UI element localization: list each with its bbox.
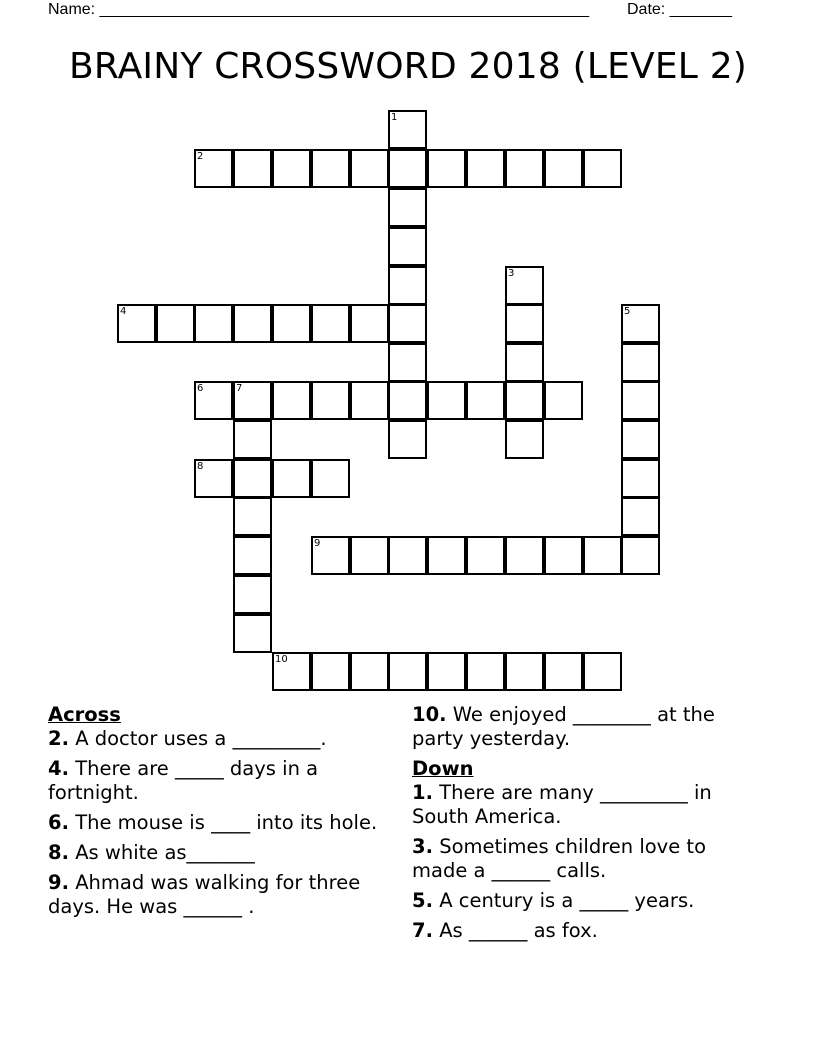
grid-cell bbox=[583, 652, 622, 691]
grid-cell bbox=[621, 459, 660, 498]
clue-number: 3. bbox=[412, 835, 433, 858]
grid-cell bbox=[311, 459, 350, 498]
page-title: BRAINY CROSSWORD 2018 (LEVEL 2) bbox=[68, 46, 748, 87]
grid-cell bbox=[505, 652, 544, 691]
grid-cell bbox=[505, 149, 544, 188]
grid-cell bbox=[466, 381, 505, 420]
clue-down-3 bbox=[412, 835, 752, 883]
grid-cell bbox=[544, 652, 583, 691]
clue-number: 7. bbox=[412, 919, 433, 942]
grid-cell bbox=[156, 304, 195, 343]
clue-number: 8. bbox=[48, 841, 69, 864]
grid-cell bbox=[544, 536, 583, 575]
grid-cell bbox=[388, 149, 427, 188]
cell-number: 2 bbox=[197, 151, 204, 162]
grid-cell bbox=[505, 420, 544, 459]
grid-cell bbox=[388, 381, 427, 420]
grid-cell bbox=[466, 149, 505, 188]
clue-number: 5. bbox=[412, 889, 433, 912]
grid-cell bbox=[583, 536, 622, 575]
grid-cell bbox=[272, 149, 311, 188]
clue-text: Sometimes children love to made a ______ calls. bbox=[412, 835, 706, 882]
clues-left-column bbox=[48, 703, 378, 925]
clue-across-10 bbox=[412, 703, 752, 751]
clue-number: 6. bbox=[48, 811, 69, 834]
grid-cell bbox=[505, 304, 544, 343]
grid-cell bbox=[272, 381, 311, 420]
grid-cell bbox=[621, 536, 660, 575]
grid-cell bbox=[621, 497, 660, 536]
clue-number: 1. bbox=[412, 781, 433, 804]
grid-cell bbox=[544, 381, 583, 420]
grid-cell bbox=[194, 459, 233, 498]
clue-across-4 bbox=[48, 757, 378, 805]
grid-cell bbox=[583, 149, 622, 188]
cell-number: 5 bbox=[624, 306, 631, 317]
grid-cell bbox=[350, 149, 389, 188]
cell-number: 9 bbox=[314, 538, 321, 549]
grid-cell bbox=[427, 652, 466, 691]
grid-cell bbox=[621, 304, 660, 343]
grid-cell bbox=[621, 381, 660, 420]
grid-cell bbox=[311, 381, 350, 420]
grid-cell bbox=[544, 149, 583, 188]
grid-cell bbox=[194, 381, 233, 420]
grid-cell bbox=[233, 149, 272, 188]
grid-cell bbox=[427, 536, 466, 575]
grid-cell bbox=[272, 304, 311, 343]
clue-across-6 bbox=[48, 811, 378, 835]
cell-number: 6 bbox=[197, 383, 204, 394]
clue-number: 10. bbox=[412, 703, 447, 726]
cell-number: 10 bbox=[275, 654, 288, 665]
grid-cell bbox=[466, 536, 505, 575]
grid-cell bbox=[388, 343, 427, 382]
grid-cell bbox=[466, 652, 505, 691]
grid-cell bbox=[311, 536, 350, 575]
down-heading: Down bbox=[412, 757, 474, 780]
grid-cell bbox=[388, 536, 427, 575]
grid-cell bbox=[350, 381, 389, 420]
cell-number: 8 bbox=[197, 461, 204, 472]
clue-text: A doctor uses a _________. bbox=[75, 727, 327, 750]
clue-number: 9. bbox=[48, 871, 69, 894]
grid-cell bbox=[505, 536, 544, 575]
clue-across-2 bbox=[48, 727, 378, 751]
clue-text: There are many _________ in South America. bbox=[412, 781, 712, 828]
grid-cell bbox=[350, 536, 389, 575]
grid-cell bbox=[427, 381, 466, 420]
clue-number: 4. bbox=[48, 757, 69, 780]
clue-text: We enjoyed ________ at the party yesterday. bbox=[412, 703, 715, 750]
grid-cell bbox=[505, 266, 544, 305]
clue-text: As ______ as fox. bbox=[439, 919, 598, 942]
grid-cell bbox=[233, 420, 272, 459]
clues-right-column bbox=[412, 703, 752, 949]
grid-cell bbox=[388, 227, 427, 266]
date-field-label: Date: _______ bbox=[627, 1, 732, 18]
grid-cell bbox=[621, 343, 660, 382]
grid-cell bbox=[388, 420, 427, 459]
cell-number: 4 bbox=[120, 306, 127, 317]
grid-cell bbox=[311, 652, 350, 691]
grid-cell bbox=[388, 304, 427, 343]
grid-cell bbox=[233, 614, 272, 653]
clue-text: A century is a _____ years. bbox=[439, 889, 695, 912]
grid-cell bbox=[427, 149, 466, 188]
grid-cell bbox=[233, 304, 272, 343]
clue-text: As white as_______ bbox=[75, 841, 255, 864]
grid-cell bbox=[311, 149, 350, 188]
grid-cell bbox=[505, 343, 544, 382]
clue-across-8 bbox=[48, 841, 378, 865]
clue-down-7 bbox=[412, 919, 752, 943]
clue-text: Ahmad was walking for three days. He was ______ . bbox=[48, 871, 361, 918]
clue-down-1 bbox=[412, 781, 752, 829]
grid-cell bbox=[388, 110, 427, 149]
grid-cell bbox=[233, 459, 272, 498]
clue-text: The mouse is ____ into its hole. bbox=[75, 811, 378, 834]
grid-cell bbox=[233, 536, 272, 575]
grid-cell bbox=[388, 188, 427, 227]
grid-cell bbox=[272, 652, 311, 691]
grid-cell bbox=[233, 497, 272, 536]
cell-number: 3 bbox=[508, 268, 515, 279]
clue-down-5 bbox=[412, 889, 752, 913]
grid-cell bbox=[272, 459, 311, 498]
grid-cell bbox=[388, 266, 427, 305]
cell-number: 1 bbox=[391, 112, 398, 123]
grid-cell bbox=[311, 304, 350, 343]
cell-number: 7 bbox=[236, 383, 243, 394]
grid-cell bbox=[350, 652, 389, 691]
grid-cell bbox=[233, 381, 272, 420]
grid-cell bbox=[505, 381, 544, 420]
name-field-label: Name: _______________________________________________________ bbox=[48, 1, 589, 18]
grid-cell bbox=[350, 304, 389, 343]
grid-cell bbox=[194, 304, 233, 343]
grid-cell bbox=[194, 149, 233, 188]
grid-cell bbox=[233, 575, 272, 614]
grid-cell bbox=[388, 652, 427, 691]
grid-cell bbox=[621, 420, 660, 459]
clue-number: 2. bbox=[48, 727, 69, 750]
clue-text: There are _____ days in a fortnight. bbox=[48, 757, 319, 804]
clue-across-9 bbox=[48, 871, 378, 919]
grid-cell bbox=[117, 304, 156, 343]
across-heading: Across bbox=[48, 703, 121, 726]
